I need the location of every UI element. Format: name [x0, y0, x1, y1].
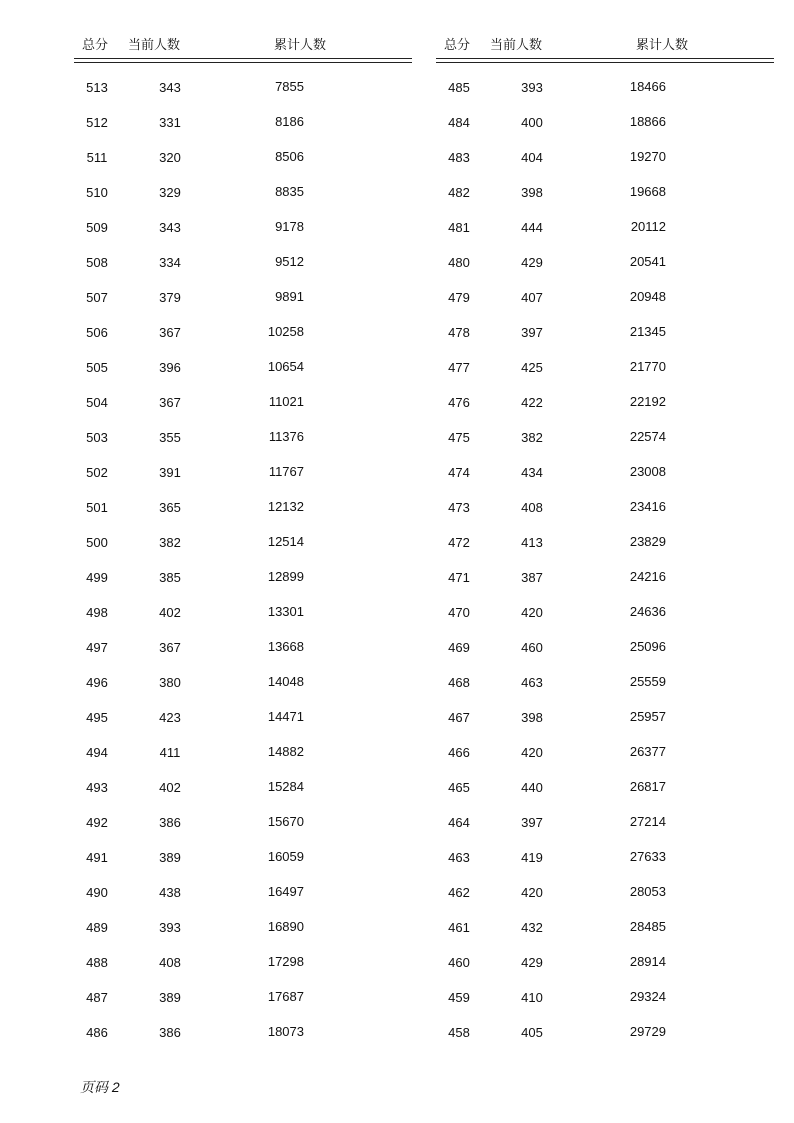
cell-current-count: 329: [159, 185, 181, 200]
cell-cumulative-count: 25559: [629, 674, 666, 689]
cell-score: 500: [86, 535, 108, 550]
cell-current-count: 385: [159, 570, 181, 585]
cell-score: 501: [86, 500, 108, 515]
header-cumulative-count: 累计人数: [635, 37, 688, 52]
table-row: [74, 605, 414, 623]
cell-current-count: 425: [521, 360, 543, 375]
cell-score: 513: [86, 80, 108, 95]
cell-current-count: 402: [159, 780, 181, 795]
cell-current-count: 407: [521, 290, 543, 305]
cell-score: 489: [86, 920, 108, 935]
cell-score: 480: [448, 255, 470, 270]
cell-score: 479: [448, 290, 470, 305]
cell-current-count: 355: [159, 430, 181, 445]
cell-score: 460: [448, 955, 470, 970]
cell-cumulative-count: 28053: [629, 884, 666, 899]
cell-current-count: 320: [159, 150, 181, 165]
cell-current-count: 420: [521, 885, 543, 900]
cell-cumulative-count: 9891: [275, 289, 304, 304]
cell-current-count: 365: [159, 500, 181, 515]
cell-score: 484: [448, 115, 470, 130]
cell-cumulative-count: 9178: [275, 219, 304, 234]
cell-current-count: 398: [521, 185, 543, 200]
cell-current-count: 382: [521, 430, 543, 445]
cell-cumulative-count: 14048: [267, 674, 304, 689]
table-row: [436, 255, 776, 273]
table-row: [436, 465, 776, 483]
cell-cumulative-count: 18466: [629, 79, 666, 94]
cell-cumulative-count: 21345: [629, 324, 666, 339]
cell-cumulative-count: 12899: [267, 569, 304, 584]
cell-current-count: 402: [159, 605, 181, 620]
cell-current-count: 463: [521, 675, 543, 690]
cell-score: 481: [448, 220, 470, 235]
cell-current-count: 367: [159, 395, 181, 410]
table-row: [74, 360, 414, 378]
cell-cumulative-count: 11376: [268, 429, 304, 444]
cell-current-count: 343: [159, 220, 181, 235]
cell-cumulative-count: 28914: [629, 954, 666, 969]
cell-score: 461: [448, 920, 470, 935]
table-row: [436, 570, 776, 588]
cell-current-count: 382: [159, 535, 181, 550]
table-row: [436, 710, 776, 728]
cell-current-count: 410: [521, 990, 543, 1005]
table-row: [436, 150, 776, 168]
cell-current-count: 413: [521, 535, 543, 550]
cell-current-count: 408: [159, 955, 181, 970]
table-row: [74, 115, 414, 133]
cell-cumulative-count: 8835: [275, 184, 304, 199]
header-rule: [74, 58, 412, 59]
cell-cumulative-count: 20948: [629, 289, 666, 304]
table-row: [436, 325, 776, 343]
cell-score: 497: [86, 640, 108, 655]
cell-score: 494: [86, 745, 108, 760]
cell-score: 482: [448, 185, 470, 200]
cell-current-count: 423: [159, 710, 181, 725]
cell-cumulative-count: 27633: [629, 849, 666, 864]
cell-current-count: 380: [159, 675, 181, 690]
table-row: [74, 430, 414, 448]
table-row: [74, 500, 414, 518]
cell-cumulative-count: 18866: [629, 114, 666, 129]
cell-cumulative-count: 25096: [629, 639, 666, 654]
cell-score: 476: [448, 395, 470, 410]
cell-cumulative-count: 29729: [629, 1024, 666, 1039]
cell-current-count: 391: [159, 465, 181, 480]
cell-cumulative-count: 12132: [267, 499, 304, 514]
table-row: [74, 885, 414, 903]
cell-current-count: 396: [159, 360, 181, 375]
cell-cumulative-count: 26377: [629, 744, 666, 759]
cell-current-count: 432: [521, 920, 543, 935]
table-row: [74, 325, 414, 343]
table-row: [74, 710, 414, 728]
header-current-count: 当前人数: [127, 37, 180, 52]
cell-cumulative-count: 22574: [629, 429, 666, 444]
cell-score: 491: [86, 850, 108, 865]
table-row: [74, 395, 414, 413]
cell-score: 495: [86, 710, 108, 725]
cell-cumulative-count: 16890: [267, 919, 304, 934]
cell-score: 492: [86, 815, 108, 830]
table-row: [436, 290, 776, 308]
cell-current-count: 422: [521, 395, 543, 410]
cell-cumulative-count: 8186: [275, 114, 304, 129]
cell-cumulative-count: 9512: [275, 254, 304, 269]
table-row: [436, 1025, 776, 1043]
table-row: [436, 885, 776, 903]
cell-cumulative-count: 14882: [267, 744, 304, 759]
cell-score: 464: [448, 815, 470, 830]
table-row: [436, 745, 776, 763]
cell-current-count: 434: [521, 465, 543, 480]
cell-score: 507: [86, 290, 108, 305]
cell-cumulative-count: 13668: [267, 639, 304, 654]
table-row: [74, 850, 414, 868]
cell-score: 473: [448, 500, 470, 515]
cell-cumulative-count: 8506: [275, 149, 304, 164]
cell-cumulative-count: 10654: [267, 359, 304, 374]
cell-current-count: 444: [521, 220, 543, 235]
table-row: [436, 220, 776, 238]
table-row: [74, 780, 414, 798]
table-row: [436, 780, 776, 798]
cell-score: 485: [448, 80, 470, 95]
table-row: [436, 920, 776, 938]
cell-cumulative-count: 14471: [267, 709, 304, 724]
cell-score: 499: [86, 570, 108, 585]
cell-score: 509: [86, 220, 108, 235]
cell-score: 498: [86, 605, 108, 620]
cell-current-count: 334: [159, 255, 181, 270]
table-row: [436, 360, 776, 378]
table-header: [436, 34, 776, 50]
cell-score: 458: [448, 1025, 470, 1040]
cell-score: 462: [448, 885, 470, 900]
cell-current-count: 420: [521, 745, 543, 760]
table-row: [74, 290, 414, 308]
cell-score: 510: [86, 185, 108, 200]
cell-score: 506: [86, 325, 108, 340]
cell-score: 488: [86, 955, 108, 970]
cell-current-count: 393: [159, 920, 181, 935]
table-row: [74, 80, 414, 98]
table-row: [436, 605, 776, 623]
cell-current-count: 438: [159, 885, 181, 900]
cell-current-count: 331: [159, 115, 181, 130]
header-score: 总分: [81, 37, 108, 52]
cell-cumulative-count: 23008: [629, 464, 666, 479]
cell-cumulative-count: 23416: [629, 499, 666, 514]
cell-cumulative-count: 28485: [629, 919, 666, 934]
header-rule: [436, 58, 774, 59]
cell-current-count: 386: [159, 1025, 181, 1040]
table-row: [436, 115, 776, 133]
cell-current-count: 429: [521, 955, 543, 970]
cell-score: 468: [448, 675, 470, 690]
cell-cumulative-count: 16059: [267, 849, 304, 864]
cell-score: 496: [86, 675, 108, 690]
cell-cumulative-count: 12514: [267, 534, 304, 549]
table-row: [74, 640, 414, 658]
cell-current-count: 397: [521, 815, 543, 830]
cell-score: 475: [448, 430, 470, 445]
cell-current-count: 397: [521, 325, 543, 340]
cell-cumulative-count: 18073: [267, 1024, 304, 1039]
cell-cumulative-count: 15284: [267, 779, 304, 794]
cell-current-count: 387: [521, 570, 543, 585]
cell-cumulative-count: 19668: [629, 184, 666, 199]
cell-current-count: 440: [521, 780, 543, 795]
cell-score: 502: [86, 465, 108, 480]
cell-cumulative-count: 24636: [629, 604, 666, 619]
table-row: [74, 745, 414, 763]
cell-cumulative-count: 15670: [267, 814, 304, 829]
cell-score: 478: [448, 325, 470, 340]
cell-score: 474: [448, 465, 470, 480]
cell-cumulative-count: 20541: [629, 254, 666, 269]
cell-cumulative-count: 19270: [629, 149, 666, 164]
cell-current-count: 393: [521, 80, 543, 95]
cell-current-count: 419: [521, 850, 543, 865]
table-row: [436, 430, 776, 448]
cell-cumulative-count: 23829: [629, 534, 666, 549]
cell-score: 483: [448, 150, 470, 165]
table-row: [74, 185, 414, 203]
header-cumulative-count: 累计人数: [273, 37, 326, 52]
cell-cumulative-count: 29324: [629, 989, 666, 1004]
cell-current-count: 386: [159, 815, 181, 830]
table-row: [74, 535, 414, 553]
cell-current-count: 404: [521, 150, 543, 165]
cell-score: 493: [86, 780, 108, 795]
cell-cumulative-count: 21770: [629, 359, 666, 374]
cell-score: 470: [448, 605, 470, 620]
table-row: [436, 850, 776, 868]
cell-score: 487: [86, 990, 108, 1005]
cell-current-count: 398: [521, 710, 543, 725]
cell-current-count: 343: [159, 80, 181, 95]
table-row: [436, 815, 776, 833]
cell-current-count: 405: [521, 1025, 543, 1040]
cell-cumulative-count: 16497: [267, 884, 304, 899]
cell-current-count: 367: [159, 640, 181, 655]
table-row: [436, 675, 776, 693]
cell-current-count: 379: [159, 290, 181, 305]
cell-score: 465: [448, 780, 470, 795]
cell-score: 504: [86, 395, 108, 410]
cell-cumulative-count: 10258: [267, 324, 304, 339]
table-row: [436, 955, 776, 973]
cell-score: 477: [448, 360, 470, 375]
cell-score: 508: [86, 255, 108, 270]
header-score: 总分: [443, 37, 470, 52]
table-row: [436, 640, 776, 658]
cell-score: 503: [86, 430, 108, 445]
table-row: [436, 395, 776, 413]
cell-cumulative-count: 17298: [267, 954, 304, 969]
table-row: [436, 990, 776, 1008]
table-row: [74, 815, 414, 833]
cell-score: 512: [86, 115, 108, 130]
cell-cumulative-count: 11021: [268, 394, 304, 409]
table-row: [436, 185, 776, 203]
cell-score: 466: [448, 745, 470, 760]
table-row: [74, 955, 414, 973]
cell-current-count: 411: [159, 745, 181, 760]
table-row: [74, 675, 414, 693]
cell-cumulative-count: 17687: [267, 989, 304, 1004]
page-number: 页码 2: [80, 1079, 120, 1095]
cell-cumulative-count: 7855: [275, 79, 304, 94]
table-row: [74, 1025, 414, 1043]
cell-score: 467: [448, 710, 470, 725]
cell-current-count: 460: [521, 640, 543, 655]
cell-cumulative-count: 13301: [267, 604, 304, 619]
cell-score: 511: [86, 150, 108, 165]
cell-current-count: 367: [159, 325, 181, 340]
table-row: [74, 570, 414, 588]
cell-cumulative-count: 25957: [629, 709, 666, 724]
table-row: [436, 535, 776, 553]
cell-score: 490: [86, 885, 108, 900]
header-rule: [74, 62, 412, 63]
cell-current-count: 400: [521, 115, 543, 130]
cell-score: 472: [448, 535, 470, 550]
cell-cumulative-count: 24216: [629, 569, 666, 584]
cell-cumulative-count: 27214: [629, 814, 666, 829]
table-row: [74, 465, 414, 483]
cell-score: 471: [448, 570, 470, 585]
table-row: [436, 500, 776, 518]
cell-cumulative-count: 20112: [630, 219, 666, 234]
cell-score: 469: [448, 640, 470, 655]
cell-cumulative-count: 22192: [629, 394, 666, 409]
table-row: [74, 255, 414, 273]
table-row: [74, 990, 414, 1008]
table-row: [74, 150, 414, 168]
cell-score: 459: [448, 990, 470, 1005]
header-rule: [436, 62, 774, 63]
cell-current-count: 408: [521, 500, 543, 515]
cell-score: 463: [448, 850, 470, 865]
cell-score: 505: [86, 360, 108, 375]
cell-cumulative-count: 11767: [268, 464, 304, 479]
cell-cumulative-count: 26817: [629, 779, 666, 794]
cell-score: 486: [86, 1025, 108, 1040]
table-header: [74, 34, 414, 50]
cell-current-count: 389: [159, 990, 181, 1005]
table-row: [436, 80, 776, 98]
cell-current-count: 429: [521, 255, 543, 270]
cell-current-count: 420: [521, 605, 543, 620]
cell-current-count: 389: [159, 850, 181, 865]
header-current-count: 当前人数: [489, 37, 542, 52]
table-row: [74, 920, 414, 938]
table-row: [74, 220, 414, 238]
